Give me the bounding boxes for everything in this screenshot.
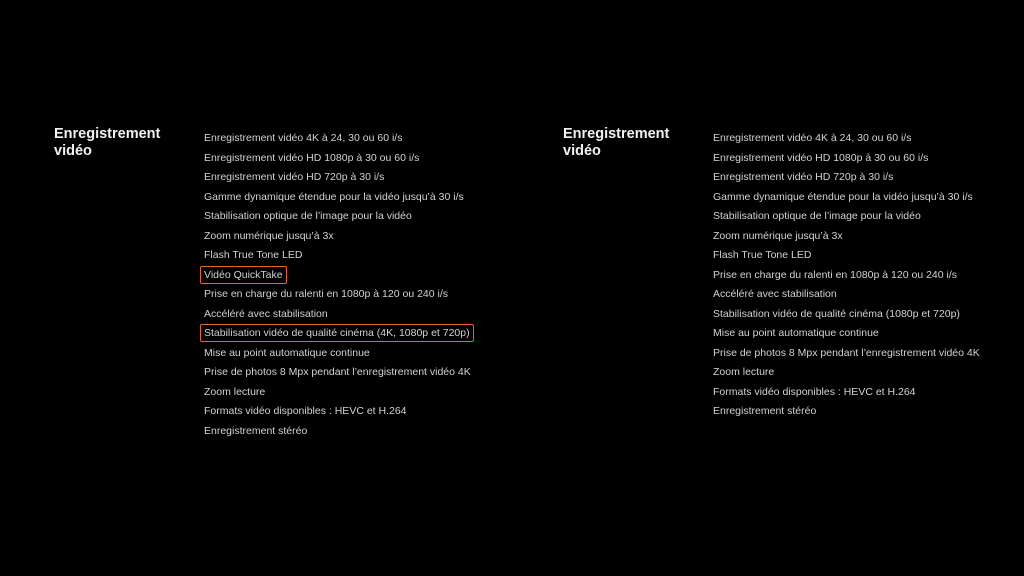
spec-item-label: Stabilisation optique de l’image pour la vidéo — [713, 210, 921, 222]
spec-item — [713, 402, 1024, 422]
spec-item — [713, 149, 1024, 169]
spec-item — [713, 227, 1024, 247]
spec-item — [204, 344, 524, 364]
spec-item-label: Formats vidéo disponibles : HEVC et H.264 — [204, 405, 407, 417]
spec-item-label: Flash True Tone LED — [713, 249, 812, 261]
spec-item-label: Accéléré avec stabilisation — [204, 307, 328, 320]
highlighted-spec-item — [204, 324, 524, 344]
spec-item-label: Enregistrement stéréo — [204, 424, 308, 437]
spec-item — [204, 188, 524, 208]
spec-item — [204, 305, 524, 325]
spec-item — [713, 266, 1024, 286]
spec-item — [204, 207, 524, 227]
spec-item-label: Enregistrement vidéo 4K à 24, 30 ou 60 i/s — [713, 132, 912, 144]
spec-item-label: Prise de photos 8 Mpx pendant l’enregistrement vidéo 4K — [204, 366, 471, 378]
spec-item — [713, 129, 1024, 149]
spec-item-label: Enregistrement vidéo HD 720p à 30 i/s — [204, 171, 385, 183]
spec-item-label: Prise en charge du ralenti en 1080p à 120 ou 240 i/s — [713, 268, 958, 281]
spec-item — [713, 344, 1024, 364]
spec-item — [204, 422, 524, 442]
spec-item-label: Enregistrement stéréo — [713, 405, 817, 417]
spec-item-label: Prise en charge du ralenti en 1080p à 120 ou 240 i/s — [204, 288, 449, 300]
spec-item-label: Stabilisation optique de l’image pour la vidéo — [204, 210, 412, 222]
spec-item — [204, 246, 524, 266]
left-spec-list — [204, 129, 524, 441]
spec-item-label: Enregistrement vidéo 4K à 24, 30 ou 60 i/s — [204, 132, 403, 144]
spec-item — [713, 285, 1024, 305]
right-spec-list — [713, 129, 1024, 422]
spec-item — [713, 188, 1024, 208]
highlighted-spec-item — [204, 266, 524, 286]
spec-item-label: Accéléré avec stabilisation — [713, 288, 837, 300]
spec-item — [204, 129, 524, 149]
spec-item-label: Stabilisation vidéo de qualité cinéma (1080p et 720p) — [713, 307, 960, 320]
spec-item-label: Enregistrement vidéo HD 1080p à 30 ou 60 i/s — [713, 151, 929, 164]
right-section-title: Enregistrement vidéo — [563, 126, 670, 159]
spec-item-label: Gamme dynamique étendue pour la vidéo jusqu’à 30 i/s — [204, 190, 464, 203]
spec-item-label: Vidéo QuickTake — [201, 267, 286, 283]
spec-item-label: Zoom lecture — [204, 385, 266, 398]
spec-item-label: Flash True Tone LED — [204, 249, 303, 261]
left-section-title: Enregistrement vidéo — [54, 126, 161, 159]
spec-item — [204, 402, 524, 422]
spec-item — [204, 383, 524, 403]
spec-item-label: Mise au point automatique continue — [713, 327, 879, 339]
spec-item — [204, 285, 524, 305]
spec-item-label: Mise au point automatique continue — [204, 346, 370, 359]
spec-item-label: Prise de photos 8 Mpx pendant l’enregistrement vidéo 4K — [713, 346, 980, 359]
spec-item-label: Enregistrement vidéo HD 720p à 30 i/s — [713, 171, 894, 183]
spec-item-label: Formats vidéo disponibles : HEVC et H.264 — [713, 385, 916, 398]
spec-item — [713, 207, 1024, 227]
spec-item-label: Gamme dynamique étendue pour la vidéo jusqu’à 30 i/s — [713, 190, 973, 203]
spec-item — [713, 168, 1024, 188]
spec-item — [713, 305, 1024, 325]
spec-item-label: Zoom numérique jusqu’à 3x — [204, 229, 334, 242]
spec-item — [713, 383, 1024, 403]
spec-item — [204, 149, 524, 169]
spec-item-label: Stabilisation vidéo de qualité cinéma (4K, 1080p et 720p) — [201, 325, 473, 341]
spec-item — [713, 246, 1024, 266]
spec-item-label: Zoom lecture — [713, 366, 775, 378]
spec-item — [713, 363, 1024, 383]
spec-item — [204, 168, 524, 188]
spec-item-label: Enregistrement vidéo HD 1080p à 30 ou 60 i/s — [204, 151, 420, 164]
spec-item — [204, 227, 524, 247]
spec-item-label: Zoom numérique jusqu’à 3x — [713, 229, 843, 242]
spec-item — [204, 363, 524, 383]
spec-item — [713, 324, 1024, 344]
